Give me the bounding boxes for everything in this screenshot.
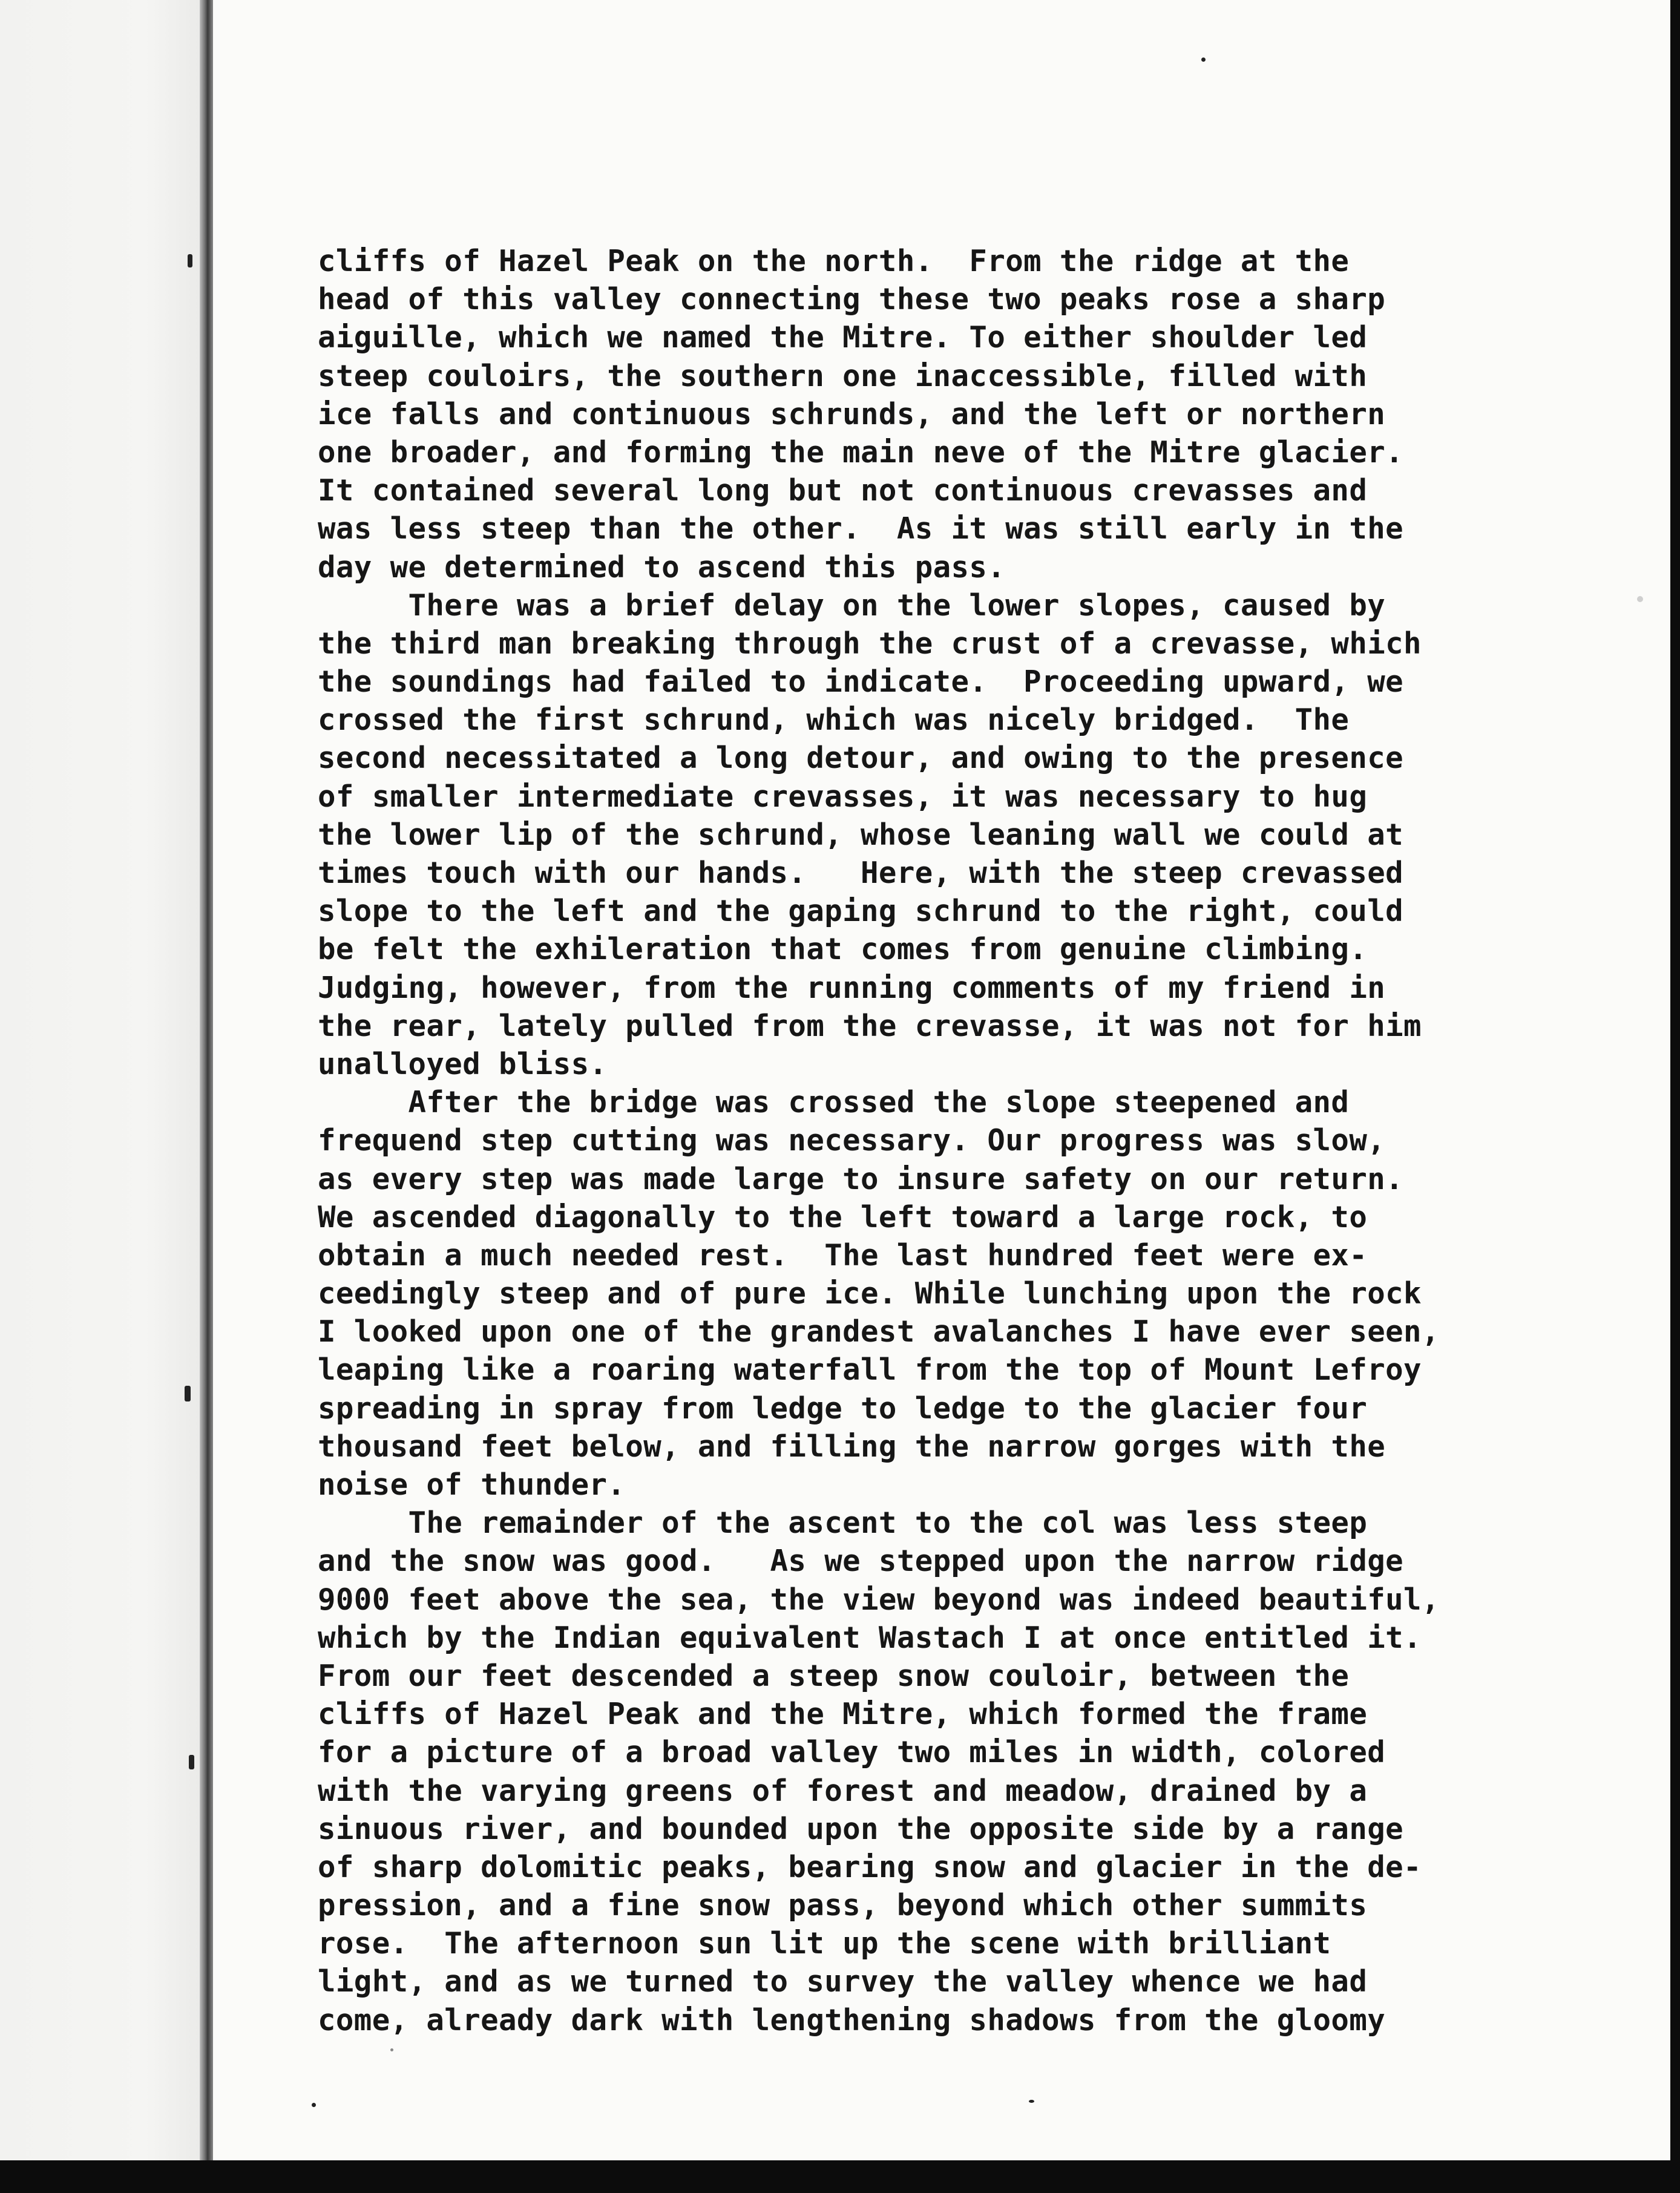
text-line: the lower lip of the schrund, whose leaning wall we could at <box>318 817 1404 852</box>
text-line: one broader, and forming the main neve of the Mitre glacier. <box>318 434 1404 470</box>
page-binding-edge <box>200 0 213 2160</box>
text-line: ice falls and continuous schrunds, and the left or northern <box>318 396 1386 431</box>
text-line: for a picture of a broad valley two miles in width, colored <box>318 1735 1386 1770</box>
ink-speck <box>189 1755 194 1769</box>
text-line: unalloyed bliss. <box>318 1046 608 1081</box>
text-line: frequend step cutting was necessary. Our progress was slow, <box>318 1123 1386 1158</box>
text-line: After the bridge was crossed the slope steepened and <box>318 1085 1350 1120</box>
text-line: of sharp dolomitic peaks, bearing snow and glacier in the de- <box>318 1849 1422 1884</box>
text-line: The remainder of the ascent to the col was less steep <box>318 1506 1368 1541</box>
text-line: as every step was made large to insure safety on our return. <box>318 1161 1404 1196</box>
text-line: rose. The afternoon sun lit up the scene with brilliant <box>318 1926 1331 1961</box>
text-line: steep couloirs, the southern one inaccessible, filled with <box>318 358 1368 393</box>
text-line: was less steep than the other. As it was still early in the <box>318 511 1404 546</box>
text-line: aiguille, which we named the Mitre. To either shoulder led <box>318 320 1368 355</box>
text-line: From our feet descended a steep snow couloir, between the <box>318 1658 1350 1693</box>
typewritten-text-block <box>318 242 1577 2039</box>
text-line: day we determined to ascend this pass. <box>318 549 1006 585</box>
text-line: ceedingly steep and of pure ice. While lunching upon the rock <box>318 1276 1422 1311</box>
text-line: I looked upon one of the grandest avalanches I have ever seen, <box>318 1314 1440 1349</box>
scan-border-bottom <box>0 2160 1680 2193</box>
ink-speck <box>312 2103 316 2107</box>
ink-speck <box>188 254 192 267</box>
text-line: the third man breaking through the crust of a crevasse, which <box>318 626 1422 661</box>
text-line: crossed the first schrund, which was nicely bridged. The <box>318 703 1350 738</box>
text-line: head of this valley connecting these two peaks rose a sharp <box>318 282 1386 317</box>
text-line: 9000 feet above the sea, the view beyond was indeed beautiful, <box>318 1582 1440 1617</box>
text-line: Judging, however, from the running comments of my friend in <box>318 970 1386 1005</box>
ink-speck <box>1637 596 1643 602</box>
text-line: cliffs of Hazel Peak and the Mitre, which formed the frame <box>318 1697 1368 1732</box>
text-line: pression, and a fine snow pass, beyond which other summits <box>318 1888 1368 1923</box>
ink-speck <box>1029 2100 1034 2103</box>
text-line: the soundings had failed to indicate. Proceeding upward, we <box>318 664 1404 700</box>
text-line: leaping like a roaring waterfall from the top of Mount Lefroy <box>318 1352 1422 1388</box>
text-line: We ascended diagonally to the left toward a large rock, to <box>318 1199 1368 1234</box>
ink-speck <box>185 1386 191 1401</box>
text-line: the rear, lately pulled from the crevasse, it was not for him <box>318 1008 1422 1043</box>
text-line: spreading in spray from ledge to ledge to the glacier four <box>318 1391 1368 1426</box>
ink-speck <box>390 2048 393 2051</box>
text-line: It contained several long but not continuous crevasses and <box>318 473 1368 508</box>
text-line: light, and as we turned to survey the valley whence we had <box>318 1964 1368 1999</box>
text-line: be felt the exhileration that comes from genuine climbing. <box>318 932 1368 967</box>
text-line: with the varying greens of forest and meadow, drained by a <box>318 1773 1368 1808</box>
scan-border-right <box>1670 0 1680 2193</box>
text-line: slope to the left and the gaping schrund to the right, could <box>318 894 1404 929</box>
text-line: second necessitated a long detour, and owing to the presence <box>318 741 1404 776</box>
text-line: There was a brief delay on the lower slopes, caused by <box>318 588 1386 623</box>
text-line: sinuous river, and bounded upon the opposite side by a range <box>318 1811 1404 1846</box>
text-line: which by the Indian equivalent Wastach I at once entitled it. <box>318 1620 1422 1655</box>
text-line: of smaller intermediate crevasses, it was necessary to hug <box>318 779 1368 814</box>
text-line: thousand feet below, and filling the narrow gorges with the <box>318 1429 1386 1464</box>
text-line: and the snow was good. As we stepped upon the narrow ridge <box>318 1544 1404 1579</box>
text-line: noise of thunder. <box>318 1467 626 1502</box>
text-line: come, already dark with lengthening shadows from the gloomy <box>318 2002 1386 2037</box>
text-line: obtain a much needed rest. The last hundred feet were ex- <box>318 1237 1368 1273</box>
text-line: times touch with our hands. Here, with the steep crevassed <box>318 856 1404 890</box>
ink-speck <box>1201 57 1206 62</box>
text-line: cliffs of Hazel Peak on the north. From the ridge at the <box>318 244 1350 278</box>
left-page-margin <box>0 0 209 2160</box>
